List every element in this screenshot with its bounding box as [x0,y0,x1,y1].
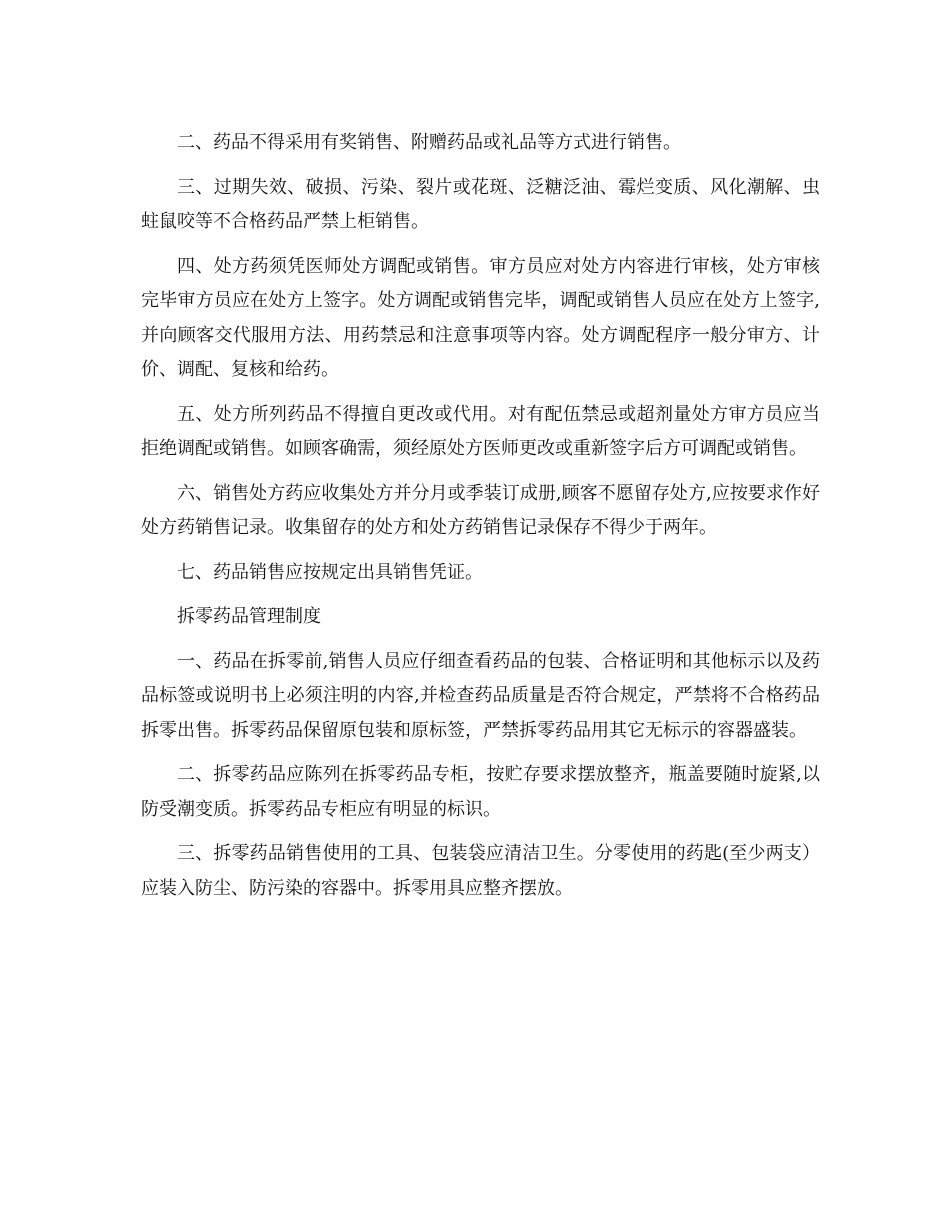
paragraph-sales-rule-6: 六、销售处方药应收集处方并分月或季装订成册,顾客不愿留存处方,应按要求作好处方药销售记录。收集留存的处方和处方药销售记录保存不得少于两年。 [141,482,820,538]
section-heading-split-package-drugs: 拆零药品管理制度 [177,606,321,627]
document-body [141,126,820,906]
paragraph-split-rule-3: 三、拆零药品销售使用的工具、包装袋应清洁卫生。分零使用的药匙(至少两支）应装入防尘、防污染的容器中。拆零用具应整齐摆放。 [141,843,820,899]
paragraph-sales-rule-3: 三、过期失效、破损、污染、裂片或花斑、泛糖泛油、霉烂变质、风化潮解、虫蛀鼠咬等不合格药品严禁上柜销售。 [141,176,820,232]
paragraph-sales-rule-4: 四、处方药须凭医师处方调配或销售。审方员应对处方内容进行审核，处方审核完毕审方员应在处方上签字。处方调配或销售完毕，调配或销售人员应在处方上签字,并向顾客交代服用方法、用药禁忌和注意事项等内容。处方调配程序一般分审方、计价、调配、复核和给药。 [141,255,820,380]
paragraph-sales-rule-7: 七、药品销售应按规定出具销售凭证。 [177,561,483,583]
paragraph-split-rule-2: 二、拆零药品应陈列在拆零药品专柜，按贮存要求摆放整齐，瓶盖要随时旋紧,以防受潮变质。拆零药品专柜应有明显的标识。 [141,764,820,820]
paragraph-sales-rule-2: 二、药品不得采用有奖销售、附赠药品或礼品等方式进行销售。 [177,132,681,153]
paragraph-split-rule-1: 一、药品在拆零前,销售人员应仔细查看药品的包装、合格证明和其他标示以及药品标签或说明书上必须注明的内容,并检查药品质量是否符合规定，严禁将不合格药品拆零出售。拆零药品保留原包装和原标签，严禁拆零药品用其它无标示的容器盛装。 [141,650,820,741]
paragraph-sales-rule-5: 五、处方所列药品不得擅自更改或代用。对有配伍禁忌或超剂量处方审方员应当拒绝调配或销售。如顾客确需，须经原处方医师更改或重新签字后方可调配或销售。 [141,403,820,459]
